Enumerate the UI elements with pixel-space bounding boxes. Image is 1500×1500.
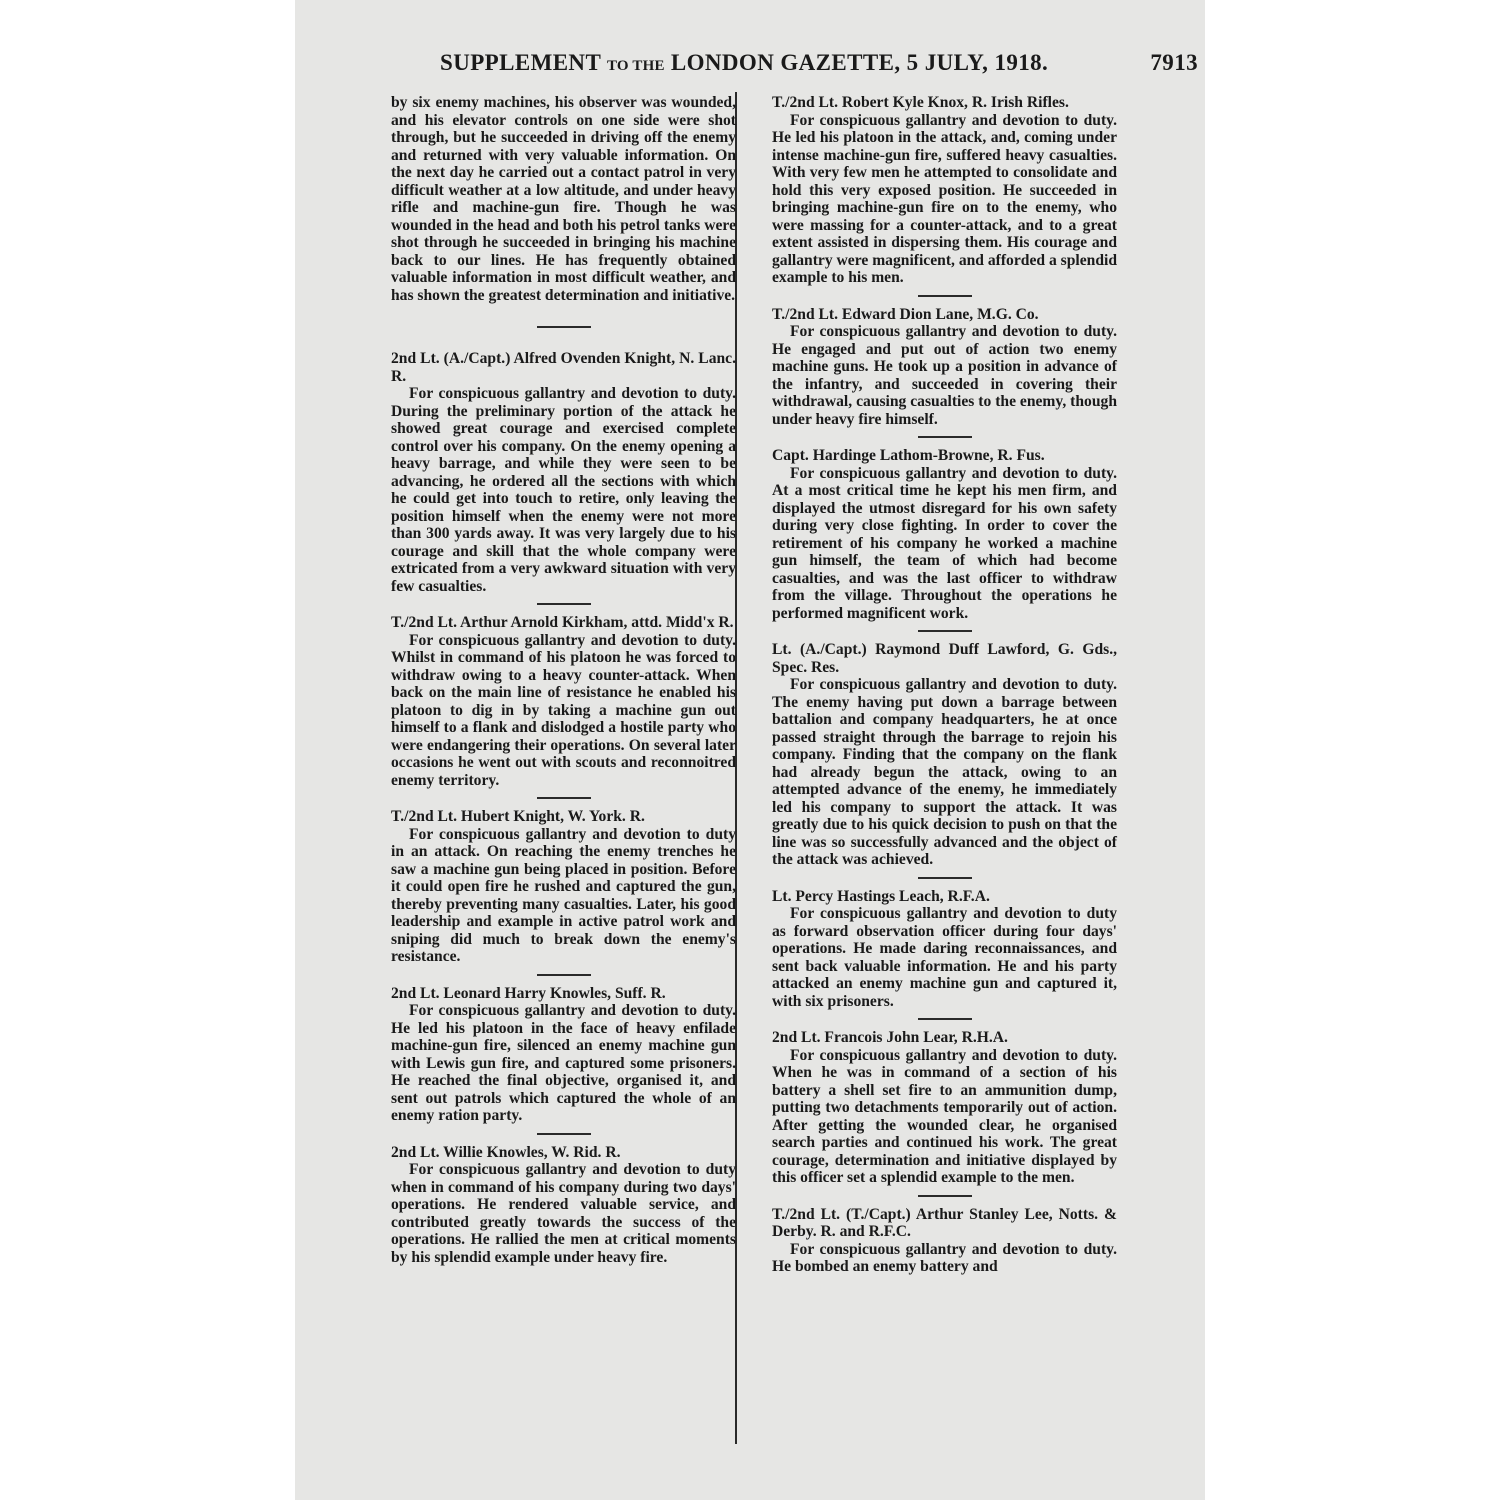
citation-entry	[391, 614, 736, 789]
entry-separator	[918, 1195, 972, 1197]
citation-entry	[391, 985, 736, 1125]
citation-text: For conspicuous gallantry and devotion to duty when in command of his company during two days' operations. He rendered valuable service, and contributed greatly towards the success of the operations. He rallied the men at critical moments by his splendid example under heavy fire.	[391, 1161, 736, 1266]
citation-entry	[772, 94, 1117, 287]
citation-entry	[391, 1144, 736, 1267]
citation-entry	[772, 641, 1117, 869]
right-column	[772, 94, 1117, 1276]
citation-name: Lt. Percy Hastings Leach, R.F.A.	[772, 887, 990, 905]
citation-text: For conspicuous gallantry and devotion to duty in an attack. On reaching the enemy trenches he saw a machine gun being placed in position. Before it could open fire he rushed and captured the gun, thereby preventing many casualties. Later, his good leadership and example in active patrol work and sniping did much to break down the enemy's resistance.	[391, 825, 736, 965]
citation-name: T./2nd Lt. Hubert Knight, W. York. R.	[391, 808, 645, 825]
citation-name: T./2nd Lt. Edward Dion Lane, M.G. Co.	[772, 305, 1039, 323]
citation-name: T./2nd Lt. (T./Capt.) Arthur Stanley Lee, Notts. & Derby. R. and R.F.C.	[772, 1205, 1117, 1240]
entry-separator	[918, 1018, 972, 1020]
citation-text: For conspicuous gallantry and devotion to duty. He led his platoon in the face of heavy enfilade machine-gun fire, silenced an enemy machine gun with Lewis gun fire, and captured some prisoners. He reached the final objective, organised it, and sent out patrols which captured the whole of an enemy ration party.	[391, 1002, 736, 1124]
citation-entry	[391, 350, 736, 595]
citation-entry	[391, 808, 736, 966]
entry-separator	[918, 630, 972, 632]
citation-name: Lt. (A./Capt.) Raymond Duff Lawford, G. Gds., Spec. Res.	[772, 641, 1117, 676]
citation-name: T./2nd Lt. Robert Kyle Knox, R. Irish Rifles.	[772, 94, 1069, 111]
citation-text: For conspicuous gallantry and devotion to duty. When he was in command of a section of his battery a shell set fire to an ammunition dump, putting two detachments temporarily out of action. After getting the wounded clear, he organised search parties and continued his work. The great courage, determination and initiative displayed by this officer set a splendid example to the men.	[772, 1046, 1117, 1186]
entry-separator	[918, 295, 972, 297]
entry-separator	[537, 603, 591, 605]
citation-text: For conspicuous gallantry and devotion to duty as forward observation officer during four days' operations. He made daring reconnaissances, and sent back valuable information. He and his party attacked an enemy machine gun and captured it, with six prisoners.	[772, 905, 1117, 1010]
citation-name: T./2nd Lt. Arthur Arnold Kirkham, attd. Midd'x R.	[391, 614, 734, 631]
continuation-paragraph: by six enemy machines, his observer was wounded, and his elevator controls on one side were shot through, but he succeeded in driving off the enemy and returned with very valuable information. On the next day he carried out a contact patrol in very difficult weather at a low altitude, and under heavy rifle and machine-gun fire. Though he was wounded in the head and both his petrol tanks were shot through he succeeded in bringing his machine back to our lines. He has frequently obtained valuable information in most difficult weather, and has shown the greatest determination and initiative.	[391, 94, 736, 304]
entry-separator	[918, 877, 972, 879]
citation-name: 2nd Lt. Leonard Harry Knowles, Suff. R.	[391, 984, 666, 1002]
citation-text: For conspicuous gallantry and devotion to duty. He engaged and put out of action two enemy machine guns. He took up a position in advance of the infantry, and succeeded in covering their withdrawal, causing casualties to the enemy, though under heavy fire himself.	[772, 323, 1117, 428]
page-number: 7913	[1150, 50, 1198, 75]
header-supplement: SUPPLEMENT	[440, 50, 601, 75]
header-title: LONDON GAZETTE, 5 JULY, 1918.	[670, 50, 1049, 75]
header-to-the: TO THE	[606, 58, 665, 74]
citation-entry	[772, 306, 1117, 429]
citation-entry	[772, 447, 1117, 622]
citation-name: 2nd Lt. (A./Capt.) Alfred Ovenden Knight, N. Lanc. R.	[391, 350, 736, 385]
citation-text: For conspicuous gallantry and devotion to duty. He bombed an enemy battery and	[772, 1240, 1117, 1275]
page-header	[440, 50, 1200, 80]
citation-entry	[772, 888, 1117, 1011]
citation-text: For conspicuous gallantry and devotion to duty. He led his platoon in the attack, and, coming under intense machine-gun fire, suffered heavy casualties. With very few men he attempted to consolidate and hold this very exposed position. He succeeded in bringing machine-gun fire on to the enemy, who were massing for a counter-attack, and to a great extent assisted in dispersing them. His courage and gallantry were magnificent, and afforded a splendid example to his men.	[772, 111, 1117, 286]
citation-name: Capt. Hardinge Lathom-Browne, R. Fus.	[772, 447, 1045, 464]
citation-text: For conspicuous gallantry and devotion to duty. The enemy having put down a barrage between battalion and company headquarters, he at once passed straight through the barrage to rejoin his company. Finding that the company on the flank had already begun the attack, owing to an attempted advance of the enemy, he immediately led his company to support the attack. It was greatly due to his quick decision to push on that the line was so successfully advanced and the object of the attack was achieved.	[772, 676, 1117, 868]
entry-separator	[537, 974, 591, 976]
left-column	[391, 94, 736, 1266]
citation-text: For conspicuous gallantry and devotion to duty. At a most critical time he kept his men firm, and displayed the utmost disregard for his own safety during very close fighting. In order to cover the retirement of his company he worked a machine gun himself, the team of which had become casualties, and was the last officer to withdraw from the village. Throughout the operations he performed magnificent work.	[772, 464, 1117, 622]
entry-separator	[918, 436, 972, 438]
citation-text: For conspicuous gallantry and devotion to duty. During the preliminary portion of the attack he showed great courage and exercised complete control over his company. On the enemy opening a heavy barrage, and while they were seen to be advancing, he ordered all the sections with which he could get into touch to retire, only leaving the position himself when the enemy were not more than 300 yards away. It was very largely due to his courage and skill that the whole company were extricated from a very awkward situation with very few casualties.	[391, 385, 736, 595]
citation-name: 2nd Lt. Francois John Lear, R.H.A.	[772, 1029, 1008, 1046]
entry-separator	[537, 1133, 591, 1135]
entry-separator	[537, 797, 591, 799]
citation-entry	[772, 1206, 1117, 1276]
gazette-page	[295, 0, 1205, 1500]
citation-name: 2nd Lt. Willie Knowles, W. Rid. R.	[391, 1143, 621, 1161]
citation-text: For conspicuous gallantry and devotion to duty. Whilst in command of his platoon he was forced to withdraw owing to a heavy counter-attack. When back on the main line of resistance he enabled his platoon to dig in by taking a machine gun out himself to a flank and dislodged a hostile party who were endangering their operations. On several later occasions he went out with scouts and reconnoitred enemy territory.	[391, 631, 736, 789]
citation-entry	[772, 1029, 1117, 1187]
entry-separator	[537, 326, 591, 328]
